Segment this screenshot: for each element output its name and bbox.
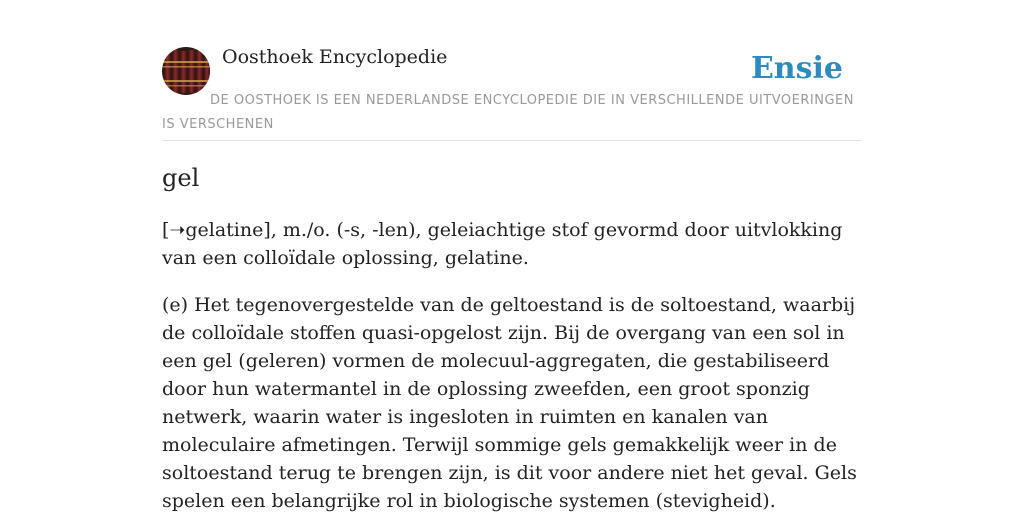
site-name[interactable]: Oosthoek Encyclopedie bbox=[222, 46, 448, 68]
page-container bbox=[162, 0, 862, 512]
site-tagline: DE OOSTHOEK IS EEN NEDERLANDSE ENCYCLOPEDIE DIE IN VERSCHILLENDE UITVOERINGEN IS VERSCHENEN bbox=[162, 93, 854, 132]
brand-logo-link[interactable]: Ensie bbox=[750, 51, 843, 86]
article-paragraph-2: (e) Het tegenovergestelde van de geltoestand is de soltoestand, waarbij de colloïdale stoffen quasi-opgelost zijn. Bij de overgang van een sol in een gel (geleren) vormen de molecuul-aggregaten, die gestabiliseerd door hun watermantel in de oplossing zweefden, een groot sponzig netwerk, waarin water is ingesloten in ruimten en kanalen van moleculaire afmetingen. Terwijl sommige gels gemakkelijk weer in de soltoestand terug te brengen zijn, is dit voor andere niet het geval. Gels spelen een belangrijke rol in biologische systemen (stevigheid). bbox=[162, 294, 857, 512]
article-title: gel bbox=[162, 164, 200, 192]
site-header bbox=[162, 0, 862, 141]
encyclopedia-books-icon[interactable] bbox=[162, 47, 210, 95]
article-paragraph-1: [➝gelatine], m./o. (-s, -len), geleiachtige stof gevormd door uitvlokking van een colloïdale oplossing, gelatine. bbox=[162, 219, 843, 269]
